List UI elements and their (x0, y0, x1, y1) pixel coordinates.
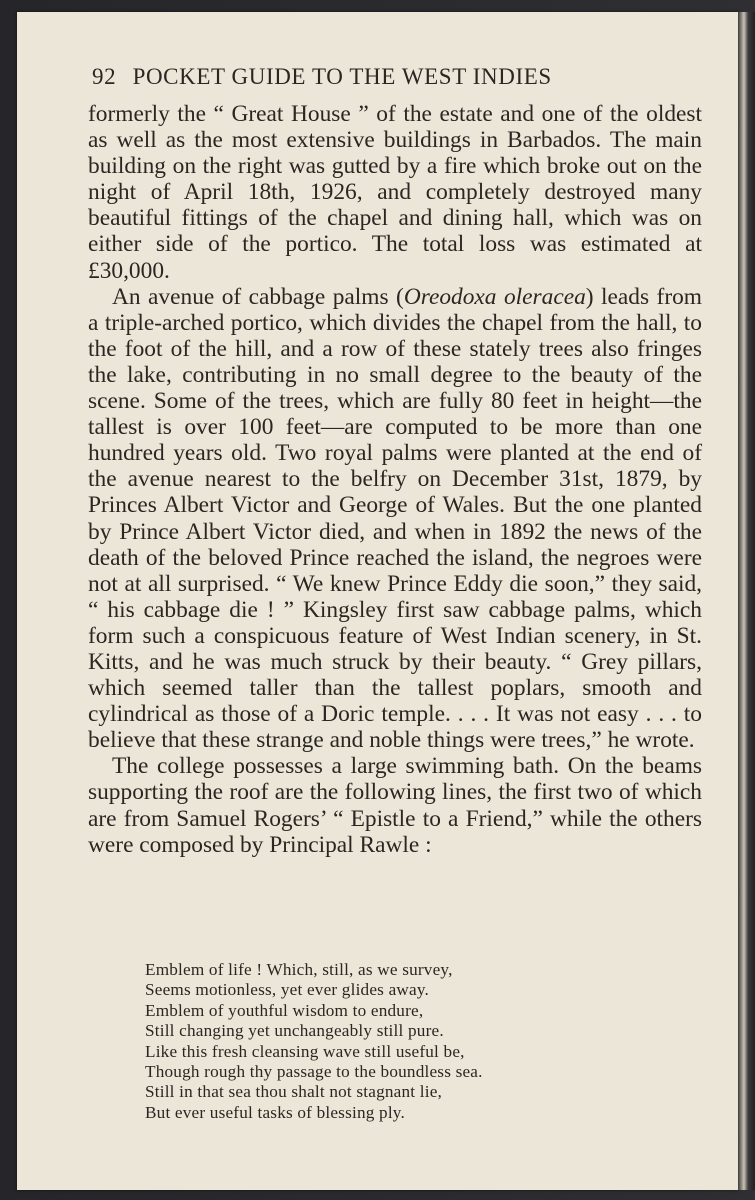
paragraph-2-text-start: An avenue of cabbage palms ( (112, 283, 404, 310)
poem-line: Emblem of youthful wisdom to endure, (145, 1000, 424, 1020)
poem-line: But ever useful tasks of blessing ply. (145, 1102, 405, 1122)
running-header (92, 64, 662, 90)
body-text (88, 101, 702, 858)
poem-line: Still changing yet unchangeably still pure. (145, 1021, 444, 1041)
paragraph-1-text: formerly the “ Great House ” of the estate and one of the oldest as well as the most extensive buildings in Barbados. The main building on the right was gutted by a fire which broke out on the night of April 18th, 1926, and completely destroyed many beautiful fittings of the chapel and dining hall, which was on either side of the portico. The total loss was estimated at £30,000. (88, 101, 702, 284)
page-number: 92 (92, 64, 117, 89)
paragraph-2-text-end: ) leads from a triple-arched portico, which divides the chapel from the hall, to the foot of the hill, and a row of these stately trees also fringes the lake, contributing in no small degree to the beauty of the scene. Some of the trees, which are fully 80 feet in height—the tallest is over 100 feet—are computed to be more than one hundred years old. Two royal palms were planted at the end of the avenue nearest to the belfry on December 31st, 1879, by Princes Albert Victor and George of Wales. But the one planted by Prince Albert Victor died, and when in 1892 the news of the death of the beloved Prince reached the island, the negroes were not at all surprised. “ We knew Prince Eddy die soon,” they said, “ his cabbage die ! ” Kingsley first saw cabbage palms, which form such a conspicuous feature of West Indian scenery, in St. Kitts, and he was much struck by their beauty. “ Grey pillars, which seemed taller than the tallest poplars, smooth and cylindrical as those of a Doric temple. . . . It was not easy . . . to believe that these strange and noble things were trees,” he wrote. (88, 283, 702, 754)
paragraph-3-text: The college possesses a large swimming bath. On the beams supporting the roof are the following lines, the first two of which are from Samuel Rogers’ “ Epistle to a Friend,” while the others were composed by Principal Rawle : (88, 753, 702, 858)
paragraph-1 (88, 101, 702, 284)
book-spine-edge (738, 12, 755, 1190)
poem-block (145, 960, 625, 1123)
poem-line: Seems motionless, yet ever glides away. (145, 980, 430, 1000)
running-title: POCKET GUIDE TO THE WEST INDIES (132, 64, 552, 89)
poem-line: Like this fresh cleansing wave still useful be, (145, 1041, 465, 1061)
paragraph-2 (88, 284, 702, 754)
paragraph-3 (88, 753, 702, 857)
paragraph-2-italic-species: Oreodoxa oleracea (403, 283, 586, 310)
poem-line: Emblem of life ! Which, still, as we survey, (145, 960, 453, 979)
poem-line: Still in that sea thou shalt not stagnant lie, (145, 1082, 443, 1102)
poem-line: Though rough thy passage to the boundless sea. (145, 1062, 483, 1082)
